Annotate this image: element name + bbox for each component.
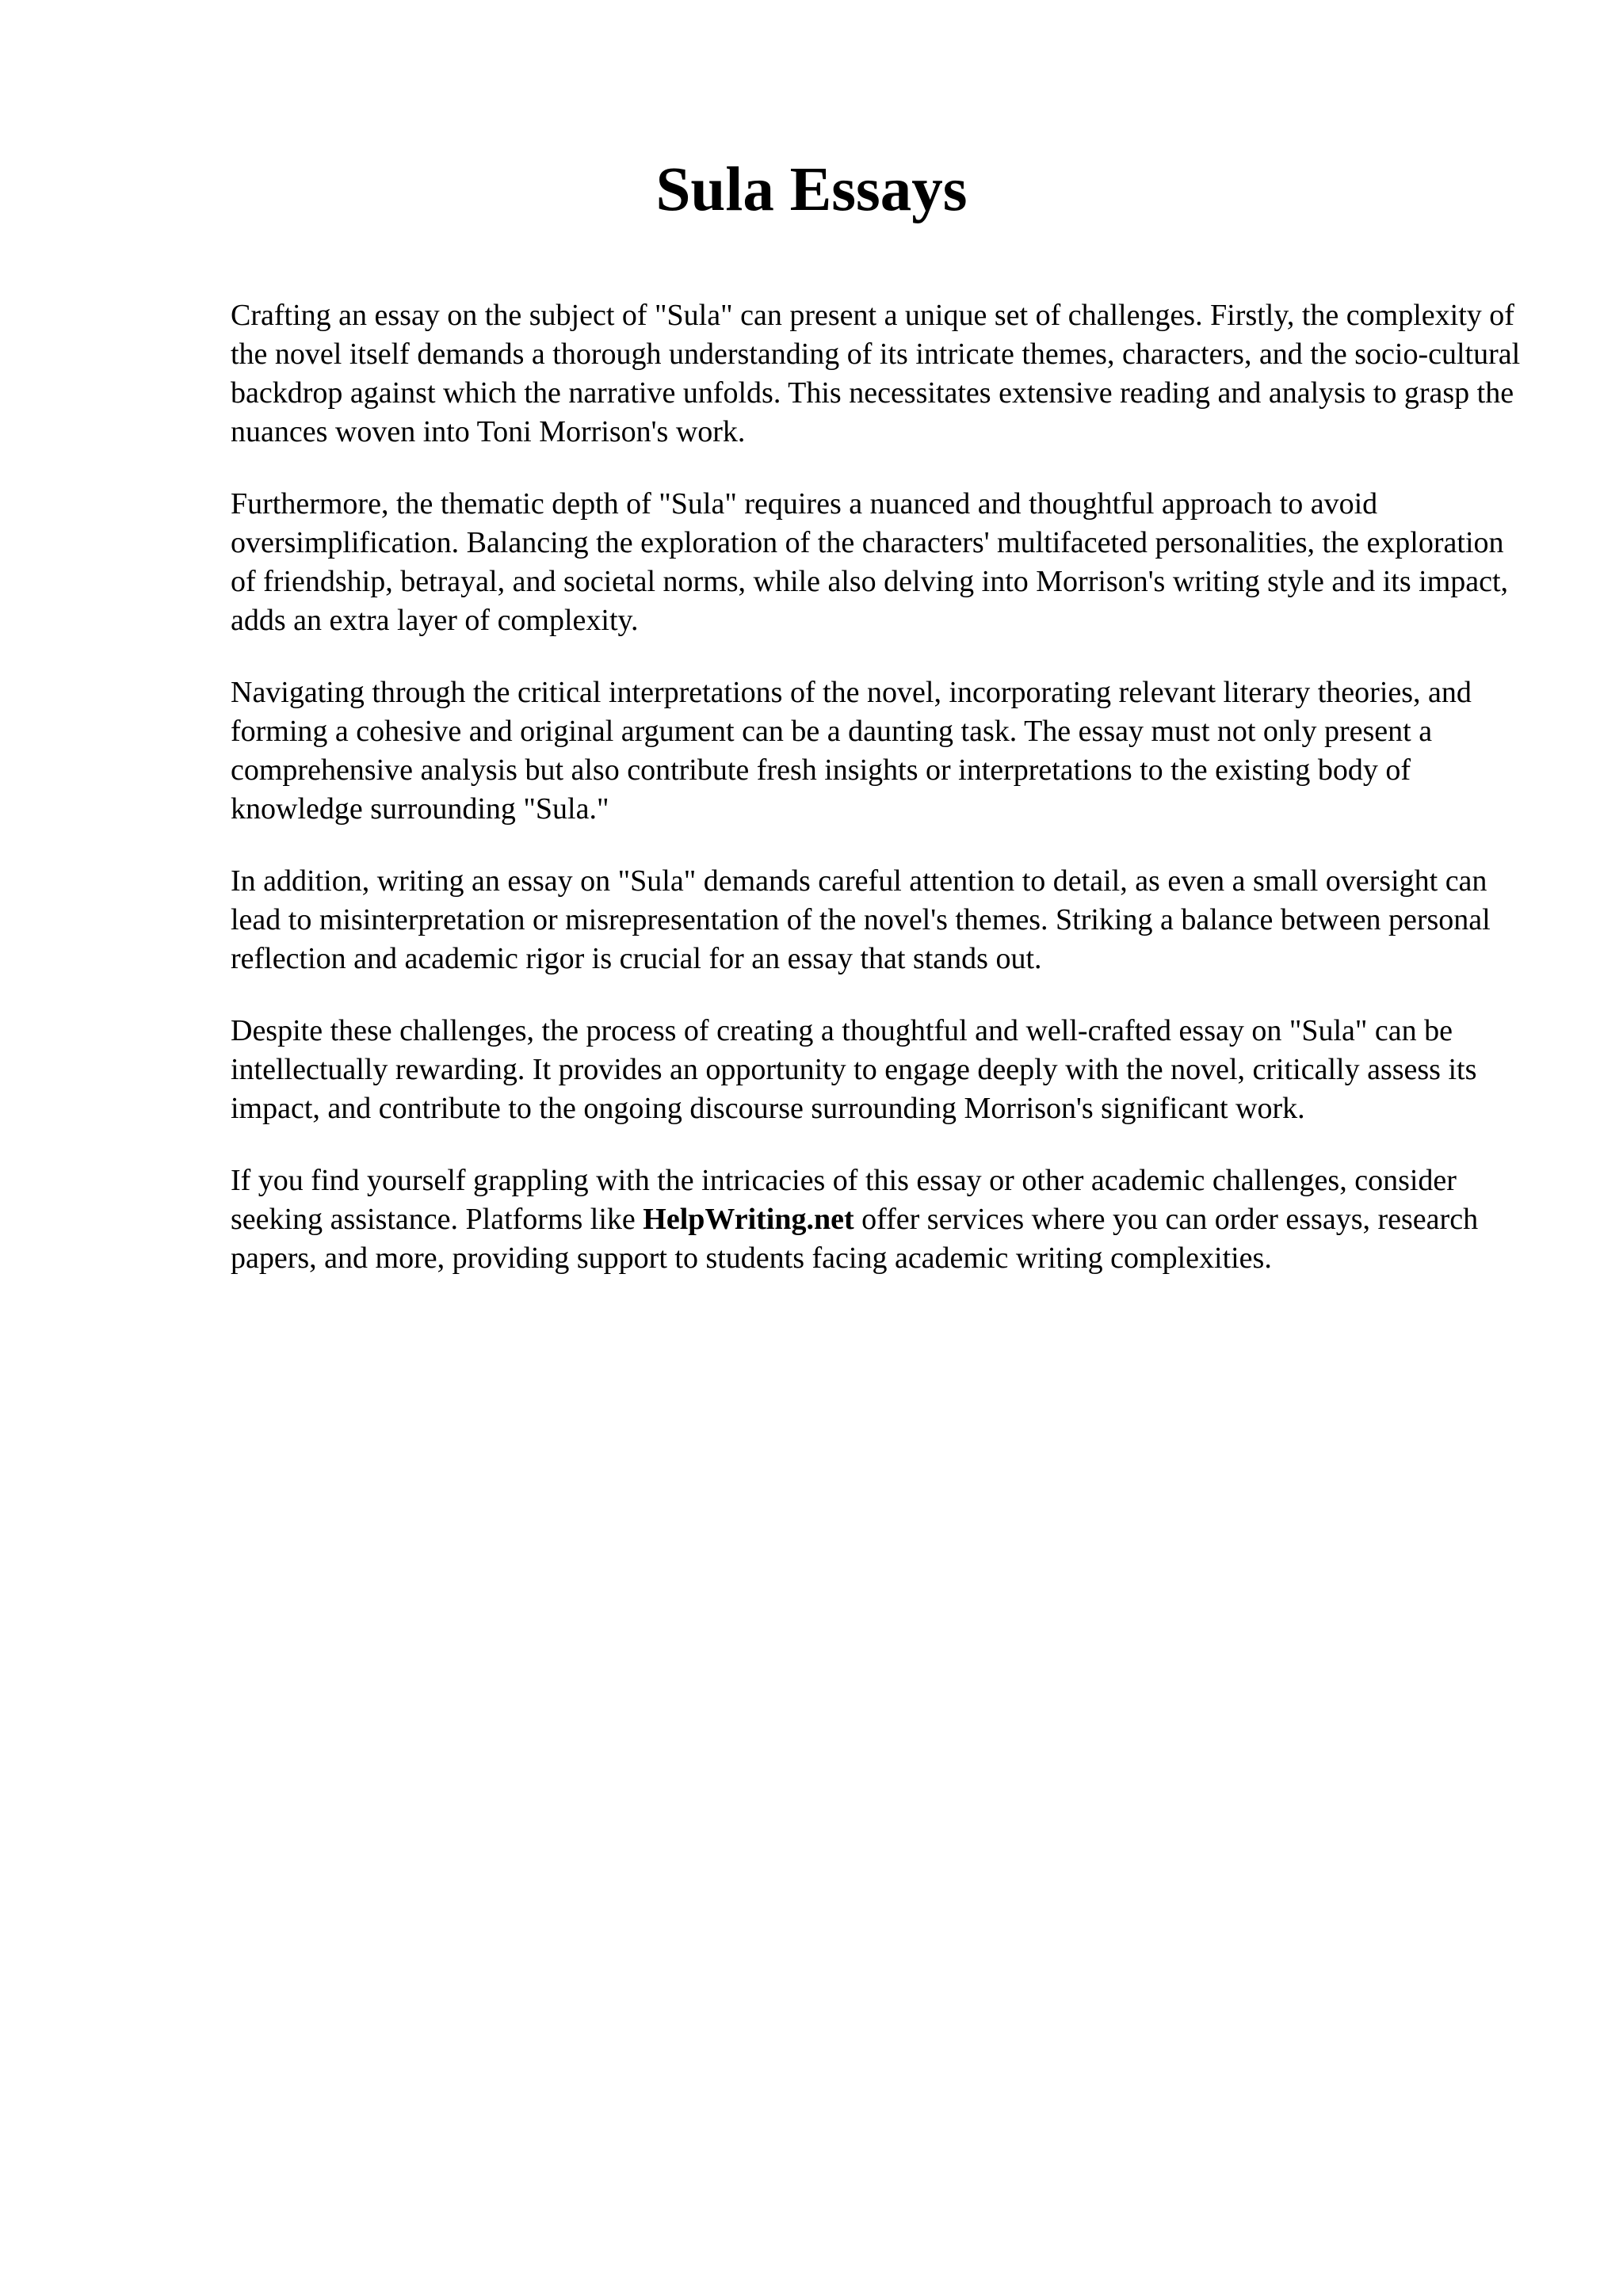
page-title: Sula Essays — [655, 155, 968, 224]
paragraph-6 — [231, 1161, 1522, 1278]
brand-link-text: HelpWriting.net — [643, 1203, 854, 1236]
essay-body — [231, 296, 1522, 1311]
paragraph-1: Crafting an essay on the subject of "Sula" can present a unique set of challenges. Firstly, the complexity of the novel itself demands a thorough understanding of its intricate themes, characters, and the socio-cultural backdrop against which the narrative unfolds. This necessitates extensive reading and analysis to grasp the nuances woven into Toni Morrison's work. — [231, 299, 1521, 448]
paragraph-6-text-before: If you find yourself grappling with the intricacies of this essay or other academic challenges, consider seeking assistance. Platforms like — [231, 1164, 1457, 1236]
paragraph-3: Navigating through the critical interpretations of the novel, incorporating relevant literary theories, and forming a cohesive and original argument can be a daunting task. The essay must not only present a comprehensive analysis but also contribute fresh insights or interpretations to the existing body of knowledge surrounding "Sula." — [231, 676, 1472, 826]
paragraph-6-text-after: offer services where you can order essays, research papers, and more, providing support to students facing academic writing complexities. — [231, 1203, 1479, 1275]
paragraph-2: Furthermore, the thematic depth of "Sula" requires a nuanced and thoughtful approach to avoid oversimplification. Balancing the exploration of the characters' multifaceted personalities, the exploration of friendship, betrayal, and societal norms, while also delving into Morrison's writing style and its impact, adds an extra layer of complexity. — [231, 487, 1509, 637]
paragraph-5: Despite these challenges, the process of creating a thoughtful and well-crafted essay on "Sula" can be intellectually rewarding. It provides an opportunity to engage deeply with the novel, critically assess its impact, and contribute to the ongoing discourse surrounding Morrison's significant work. — [231, 1014, 1477, 1125]
paragraph-4: In addition, writing an essay on "Sula" demands careful attention to detail, as even a small oversight can lead to misinterpretation or misrepresentation of the novel's themes. Striking a balance between personal reflection and academic rigor is crucial for an essay that stands out. — [231, 864, 1491, 975]
